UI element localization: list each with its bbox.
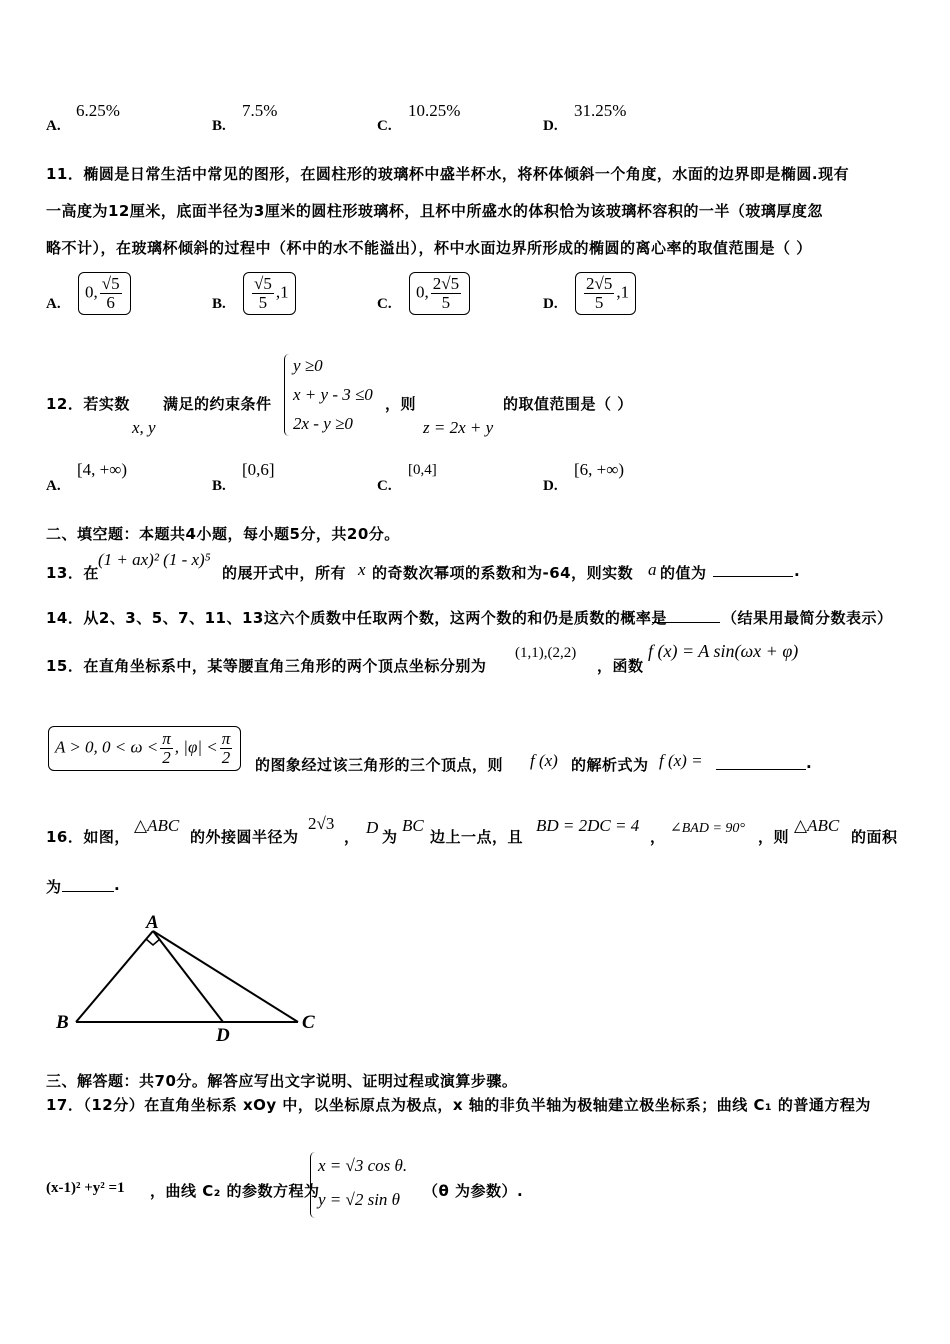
q11-option-d-label: D. (543, 296, 558, 312)
q13-period: . (794, 562, 801, 580)
q16-d: D (366, 818, 379, 837)
q12-suffix: 的取值范围是（ ） (503, 395, 633, 413)
q10-option-d-value: 31.25% (574, 101, 627, 120)
q17-equation-1: (x-1)² +y² =1 (46, 1180, 125, 1196)
q16-triangle-2: △ABC (794, 816, 840, 835)
q12-option-b-value: [0,6] (242, 460, 275, 479)
q11-line-1: 11．椭圆是日常生活中常见的图形，在圆柱形的玻璃杯中盛半杯水，将杯体倾斜一个角度，水面的边界即是椭圆.现有 (46, 165, 850, 183)
q17-param-x: x = √3 cos θ. (318, 1156, 408, 1175)
vertex-c-label: C (302, 1012, 315, 1033)
q16-answer-blank[interactable] (62, 890, 114, 892)
q13-answer-blank[interactable] (713, 575, 793, 577)
q13-prefix: 13．在 (46, 564, 99, 582)
q10-option-b-label: B. (212, 118, 226, 134)
edge-ad (153, 931, 223, 1022)
q15-answer-blank[interactable] (716, 768, 806, 770)
edge-ab (76, 931, 153, 1022)
q16-t2: ， (344, 828, 360, 846)
q12-vars: x, y (132, 418, 156, 437)
q12-option-c-label: C. (377, 478, 392, 494)
q15-points: (1,1),(2,2) (515, 645, 577, 661)
vertex-a-label: A (146, 912, 159, 933)
q11-option-c-label: C. (377, 296, 392, 312)
q12-system-brace (284, 354, 289, 436)
q16-t7: 的面积 (851, 828, 898, 846)
q11-option-a-value: 0, $\frac{√5}{6}$ (78, 272, 131, 315)
q14-suffix: （结果用最简分数表示） (722, 609, 893, 627)
q10-option-d-label: D. (543, 118, 558, 134)
q17-system-brace (310, 1152, 315, 1218)
q11-option-b-value: $\frac{√5}{5}$ ,1 (243, 272, 296, 315)
triangle-figure (50, 908, 330, 1048)
q12-constraint-3: 2x - y ≥0 (293, 414, 353, 433)
q12-option-d-label: D. (543, 478, 558, 494)
q16-line2: 为 (46, 878, 62, 896)
q12-option-c-value: [0,4] (408, 462, 437, 478)
section-2-heading: 二、填空题：本题共4小题，每小题5分，共20分。 (46, 525, 400, 543)
q10-option-c-value: 10.25% (408, 101, 461, 120)
q16-equation: BD = 2DC = 4 (536, 816, 640, 835)
q15-fx: f (x) (530, 751, 558, 770)
q17-param-y: y = √2 sin θ (318, 1190, 401, 1209)
q14-answer-blank[interactable] (652, 621, 720, 623)
q16-t5: ， (650, 828, 666, 846)
q17-suffix: （θ 为参数）. (423, 1182, 524, 1200)
q15-function: f (x) = A sin(ωx + φ) (648, 641, 799, 661)
q12-then: ，则 (385, 395, 417, 413)
q11-option-d-value: $\frac{2√5}{5}$ ,1 (575, 272, 636, 315)
q16-radius: 2√3 (308, 814, 335, 833)
q15-prefix: 15．在直角坐标系中，某等腰直角三角形的两个顶点坐标分别为 (46, 657, 487, 675)
q16-period: . (114, 876, 121, 894)
q12-option-d-value: [6, +∞) (574, 460, 625, 479)
q16-angle: ∠BAD = 90° (670, 821, 745, 836)
q10-option-a-label: A. (46, 118, 61, 134)
q15-conditions: A > 0, 0 < ω < $\frac{\pi}{2}$ , |φ| < $\frac{\pi}{2}$ (48, 726, 241, 771)
q15-fx2: f (x) = (659, 751, 703, 770)
q13-x: x (358, 560, 366, 579)
q10-option-b-value: 7.5% (242, 101, 278, 120)
q13-mid2: 的奇数次幂项的系数和为-64，则实数 (372, 564, 634, 582)
q12-constraint-2: x + y - 3 ≤0 (293, 385, 373, 404)
q10-option-c-label: C. (377, 118, 392, 134)
q15-line2: 的图象经过该三角形的三个顶点，则 (255, 756, 504, 774)
q13-expression: (1 + ax)² (1 - x)⁵ (98, 550, 211, 569)
q15-mid: ，函数 (597, 657, 644, 675)
q12-option-a-value: [4, +∞) (77, 460, 128, 479)
q15-period: . (806, 754, 813, 772)
edge-ac (153, 931, 298, 1022)
q12-mid: 满足的约束条件 (163, 395, 272, 413)
q12-z: z = 2x + y (423, 418, 494, 437)
q16-prefix: 16．如图， (46, 828, 130, 846)
q16-bc: BC (402, 816, 424, 835)
q11-option-a-label: A. (46, 296, 61, 312)
q16-t4: 边上一点，且 (430, 828, 524, 846)
q12-option-b-label: B. (212, 478, 226, 494)
point-d-label: D (216, 1025, 230, 1046)
q16-t3: 为 (382, 828, 398, 846)
q17-line-1: 17．（12分）在直角坐标系 xOy 中，以坐标原点为极点，x 轴的非负半轴为极轴建立极坐标系；曲线 C₁ 的普通方程为 (46, 1096, 871, 1114)
q13-a: a (648, 560, 657, 579)
section-3-heading: 三、解答题：共70分。解答应写出文字说明、证明过程或演算步骤。 (46, 1072, 518, 1090)
right-angle-mark (146, 939, 160, 945)
q13-mid: 的展开式中，所有 (222, 564, 347, 582)
q12-prefix: 12．若实数 (46, 395, 130, 413)
q11-option-b-label: B. (212, 296, 226, 312)
q15-line2b: 的解析式为 (571, 756, 649, 774)
q11-option-c-value: 0, $\frac{2√5}{5}$ (409, 272, 470, 315)
q16-t6: ，则 (758, 828, 790, 846)
q17-mid: ，曲线 C₂ 的参数方程为 (150, 1182, 320, 1200)
q11-line-2: 一高度为12厘米，底面半径为3厘米的圆柱形玻璃杯，且杯中所盛水的体积恰为该玻璃杯容积的一半（玻璃厚度忽 (46, 202, 823, 220)
vertex-b-label: B (56, 1012, 69, 1033)
q11-line-3: 略不计），在玻璃杯倾斜的过程中（杯中的水不能溢出），杯中水面边界所形成的椭圆的离心率的取值范围是（ ） (46, 239, 812, 257)
q14-text: 14．从2、3、5、7、11、13这六个质数中任取两个数，这两个数的和仍是质数的概率是 (46, 609, 667, 627)
q16-triangle: △ABC (134, 816, 180, 835)
q10-option-a-value: 6.25% (76, 101, 120, 120)
q12-option-a-label: A. (46, 478, 61, 494)
q16-t1: 的外接圆半径为 (190, 828, 299, 846)
q12-constraint-1: y ≥0 (293, 356, 323, 375)
q13-suffix: 的值为 (660, 564, 707, 582)
